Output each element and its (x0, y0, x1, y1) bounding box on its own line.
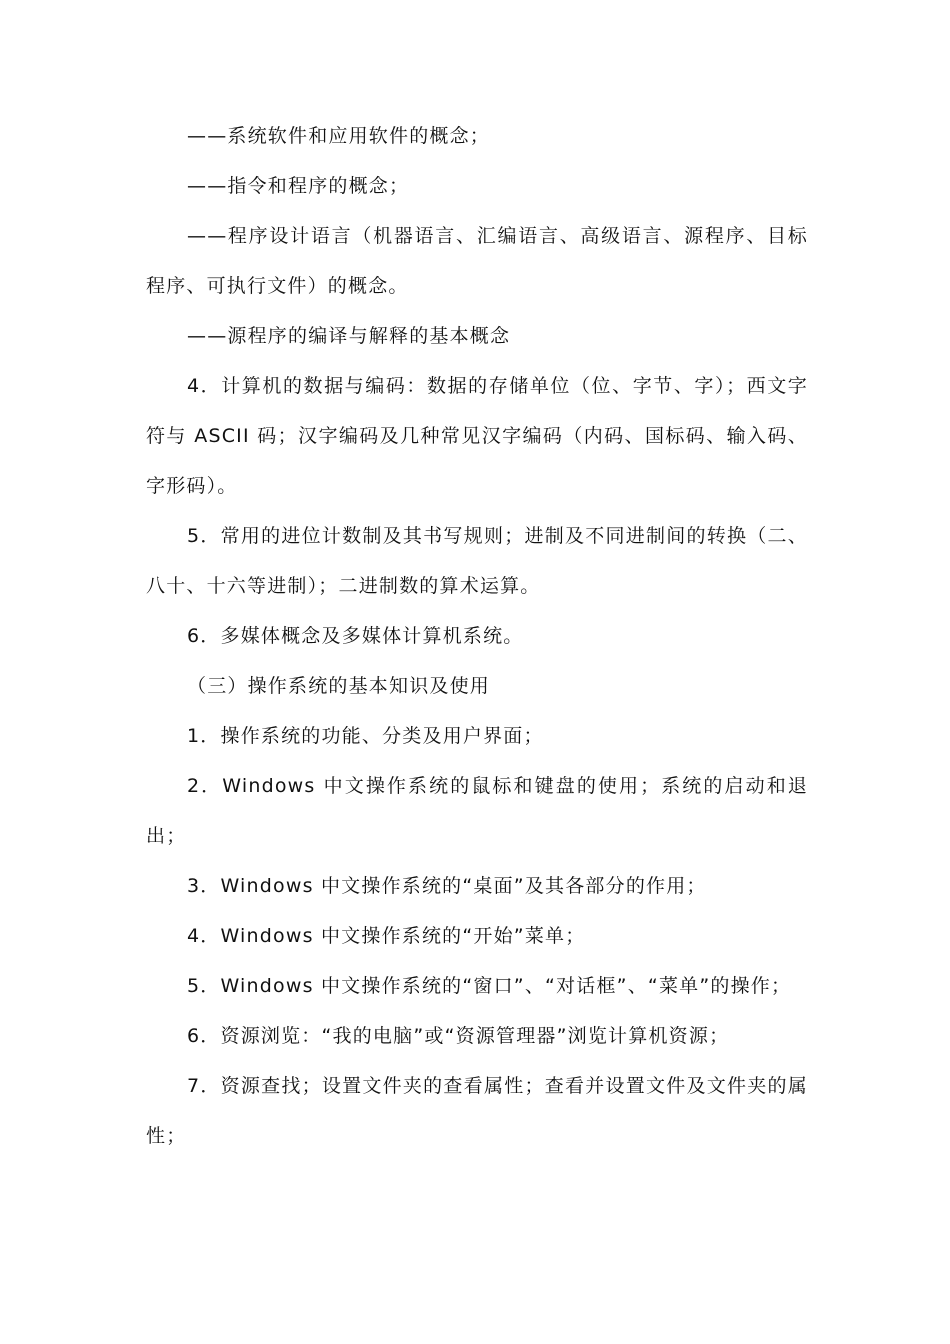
document-body (146, 111, 808, 1161)
paragraph-resource-browse: 6．资源浏览：“我的电脑”或“资源管理器”浏览计算机资源； (187, 1025, 730, 1047)
paragraph-system-application-software: ——系统软件和应用软件的概念； (187, 125, 491, 147)
paragraph-compile-interpret: ——源程序的编译与解释的基本概念 (187, 325, 511, 347)
paragraph-data-encoding: 4．计算机的数据与编码：数据的存储单位（位、字节、字）；西文字符与 ASCII 码；汉字编码及几种常见汉字编码（内码、国标码、输入码、字形码）。 (146, 375, 808, 497)
paragraph-resource-search: 7．资源查找；设置文件夹的查看属性；查看并设置文件及文件夹的属性； (146, 1075, 808, 1147)
paragraph-multimedia: 6．多媒体概念及多媒体计算机系统。 (187, 625, 524, 647)
paragraph-programming-languages: ——程序设计语言（机器语言、汇编语言、高级语言、源程序、目标程序、可执行文件）的概念。 (146, 225, 808, 297)
paragraph-number-systems: 5．常用的进位计数制及其书写规则；进制及不同进制间的转换（二、八十、十六等进制）；二进制数的算术运算。 (146, 525, 808, 597)
paragraph-os-functions: 1．操作系统的功能、分类及用户界面； (187, 725, 544, 747)
paragraph-mouse-keyboard: 2．Windows 中文操作系统的鼠标和键盘的使用；系统的启动和退 出； (146, 775, 808, 847)
paragraph-window-dialog-menu: 5．Windows 中文操作系统的“窗口”、“对话框”、“菜单”的操作； (187, 975, 792, 997)
section-heading-os-basics: （三）操作系统的基本知识及使用 (187, 675, 491, 697)
paragraph-desktop: 3．Windows 中文操作系统的“桌面”及其各部分的作用； (187, 875, 707, 897)
paragraph-instructions-programs: ——指令和程序的概念； (187, 175, 410, 197)
paragraph-start-menu: 4．Windows 中文操作系统的“开始”菜单； (187, 925, 586, 947)
